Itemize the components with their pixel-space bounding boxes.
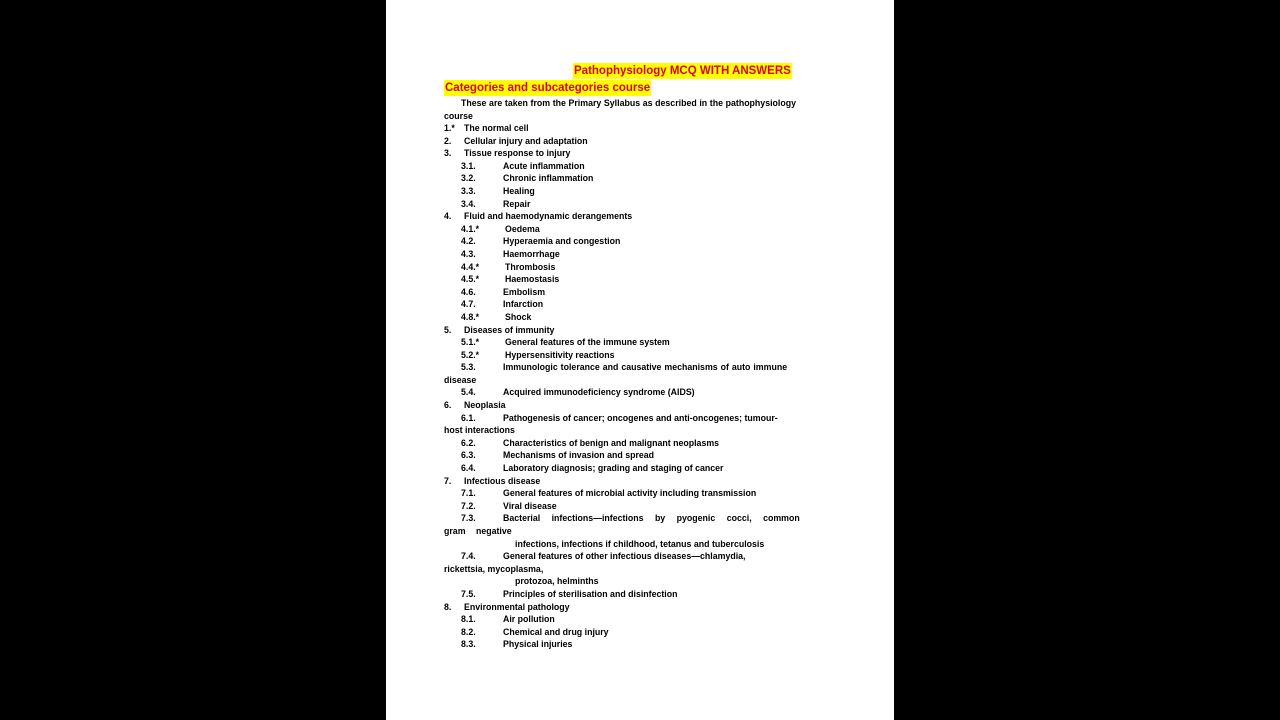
- list-subitem: [444, 273, 844, 286]
- list-item-number: 6.1.: [461, 412, 476, 423]
- list-item-number: 7.1.: [461, 488, 476, 499]
- list-item: [444, 122, 844, 135]
- list-subitem: [444, 298, 844, 311]
- list-item: [444, 135, 844, 148]
- list-item-text: Oedema: [505, 223, 540, 234]
- list-item-number: 3.2.: [461, 173, 476, 184]
- list-item-number: 7.4.: [461, 551, 476, 562]
- document-page: [386, 0, 894, 720]
- list-item-text: Hypersensitivity reactions: [505, 349, 615, 360]
- list-subitem: [444, 172, 844, 185]
- list-item-number: 4.4.*: [461, 261, 480, 272]
- list-item-text: Fluid and haemodynamic derangements: [464, 211, 633, 222]
- list-subitem: [444, 198, 844, 211]
- list-item-number: 7.3.: [461, 513, 476, 524]
- list-item-text: General features of other infectious diseases—chlamydia,: [503, 551, 746, 562]
- list-subitem: [444, 223, 844, 236]
- list-item-text: Chronic inflammation: [503, 173, 594, 184]
- list-item-text: Immunologic tolerance and causative mechanisms of auto immune: [503, 362, 788, 373]
- list-subitem: [444, 336, 844, 349]
- list-subitem: [444, 361, 844, 374]
- list-subitem: [444, 386, 844, 399]
- list-item-continuation: [444, 525, 844, 538]
- list-subitem: [444, 286, 844, 299]
- list-item: [444, 324, 844, 337]
- list-item: [444, 475, 844, 488]
- list-item-text: Chemical and drug injury: [503, 626, 609, 637]
- list-item-number: 4.6.: [461, 286, 476, 297]
- list-item-number: 3.3.: [461, 185, 476, 196]
- list-item-text: disease: [444, 374, 477, 385]
- list-item-number: 8.2.: [461, 626, 476, 637]
- list-item-text: Cellular injury and adaptation: [464, 135, 588, 146]
- list-item-text: Pathogenesis of cancer; oncogenes and anti-oncogenes; tumour-: [503, 412, 778, 423]
- syllabus-list: [444, 122, 844, 651]
- list-item-text: Laboratory diagnosis; grading and staging of cancer: [503, 463, 724, 474]
- list-item-text: Characteristics of benign and malignant neoplasms: [503, 437, 720, 448]
- list-item-number: 6.4.: [461, 463, 476, 474]
- list-subitem: [444, 261, 844, 274]
- list-subitem: [444, 349, 844, 362]
- list-item-text: Acute inflammation: [503, 160, 585, 171]
- list-item-number: 4.8.*: [461, 311, 480, 322]
- list-item-number: 5.2.*: [461, 349, 480, 360]
- list-subitem: [444, 588, 844, 601]
- list-item-number: 6.2.: [461, 437, 476, 448]
- list-item-text: Tissue response to injury: [464, 148, 571, 159]
- list-item-number: 4.5.*: [461, 274, 480, 285]
- list-item-text: Diseases of immunity: [464, 324, 555, 335]
- list-item-text: host interactions: [444, 425, 515, 436]
- list-subitem: [444, 613, 844, 626]
- list-item-text: Principles of sterilisation and disinfection: [503, 588, 678, 599]
- list-item-text: Haemorrhage: [503, 248, 560, 259]
- list-item-continuation: [444, 563, 844, 576]
- list-item-text: Bacterial infections—infections by pyogenic cocci, common: [503, 513, 800, 524]
- list-item-text: Hyperaemia and congestion: [503, 236, 621, 247]
- list-item-text: Mechanisms of invasion and spread: [503, 450, 655, 461]
- list-item-text: Repair: [503, 198, 531, 209]
- list-item-text: Air pollution: [503, 614, 555, 625]
- list-item-text: General features of microbial activity including transmission: [503, 488, 757, 499]
- list-subitem: [444, 248, 844, 261]
- list-item-text: Healing: [503, 185, 535, 196]
- list-item-text: The normal cell: [464, 123, 529, 133]
- list-subitem: [444, 311, 844, 324]
- list-item: [444, 601, 844, 614]
- list-item: [444, 147, 844, 160]
- list-subitem: [444, 449, 844, 462]
- list-subitem: [444, 412, 844, 425]
- list-item-number: 4.2.: [461, 236, 476, 247]
- list-item-text: Environmental pathology: [464, 601, 570, 612]
- list-subitem: [444, 626, 844, 639]
- list-item-text: Shock: [505, 311, 532, 322]
- list-item: [444, 210, 844, 223]
- list-item-text: Infarction: [503, 299, 544, 310]
- list-item-text: Neoplasia: [464, 400, 506, 411]
- list-item-number: 5.3.: [461, 362, 476, 373]
- list-item-continuation: [444, 575, 844, 588]
- list-item-text: Acquired immunodeficiency syndrome (AIDS): [503, 387, 695, 398]
- list-item-number: 5.4.: [461, 387, 476, 398]
- list-subitem: [444, 512, 844, 525]
- list-item-number: 6.: [444, 400, 452, 411]
- list-item: [444, 399, 844, 412]
- list-item-number: 5.: [444, 324, 452, 335]
- list-item-number: 8.1.: [461, 614, 476, 625]
- list-item-continuation: [444, 538, 844, 551]
- list-item-text: rickettsia, mycoplasma,: [444, 563, 544, 574]
- list-subitem: [444, 437, 844, 450]
- document-subtitle: Categories and subcategories course: [445, 82, 651, 94]
- list-item-continuation: [444, 424, 844, 437]
- list-item-number: 2.: [444, 135, 452, 146]
- list-item-number: 4.3.: [461, 248, 476, 259]
- list-item-number: 4.7.: [461, 299, 476, 310]
- document-title: Pathophysiology MCQ WITH ANSWERS: [574, 65, 791, 77]
- list-subitem: [444, 638, 844, 651]
- list-item-number: 3.: [444, 148, 452, 159]
- list-item-number: 3.1.: [461, 160, 476, 171]
- list-subitem: [444, 550, 844, 563]
- list-item-text: protozoa, helminths: [515, 576, 599, 587]
- list-item-text: Viral disease: [503, 500, 557, 511]
- list-item-text: infections, infections if childhood, tetanus and tuberculosis: [515, 538, 765, 549]
- list-item-number: 4.: [444, 211, 452, 222]
- list-item-text: gram negative: [444, 526, 512, 536]
- list-item-number: 8.: [444, 601, 452, 612]
- intro-paragraph: These are taken from the Primary Syllabus as described in the pathophysiology course: [444, 98, 796, 121]
- list-subitem: [444, 487, 844, 500]
- list-item-number: 8.3.: [461, 639, 476, 650]
- list-item-text: Haemostasis: [505, 274, 560, 285]
- list-item-text: Thrombosis: [505, 261, 556, 272]
- list-item-number: 3.4.: [461, 198, 476, 209]
- list-subitem: [444, 160, 844, 173]
- list-subitem: [444, 185, 844, 198]
- list-item-text: Embolism: [503, 286, 546, 297]
- list-subitem: [444, 500, 844, 513]
- list-item-number: 7.5.: [461, 588, 476, 599]
- list-item-number: 7.: [444, 475, 452, 486]
- list-item-number: 7.2.: [461, 500, 476, 511]
- list-item-text: General features of the immune system: [505, 337, 670, 348]
- list-item-number: 1.*: [444, 123, 455, 133]
- list-subitem: [444, 462, 844, 475]
- list-item-continuation: [444, 374, 844, 387]
- list-subitem: [444, 235, 844, 248]
- list-item-text: Physical injuries: [503, 639, 573, 650]
- list-item-number: 4.1.*: [461, 223, 480, 234]
- list-item-number: 5.1.*: [461, 337, 480, 348]
- list-item-text: Infectious disease: [464, 475, 541, 486]
- list-item-number: 6.3.: [461, 450, 476, 461]
